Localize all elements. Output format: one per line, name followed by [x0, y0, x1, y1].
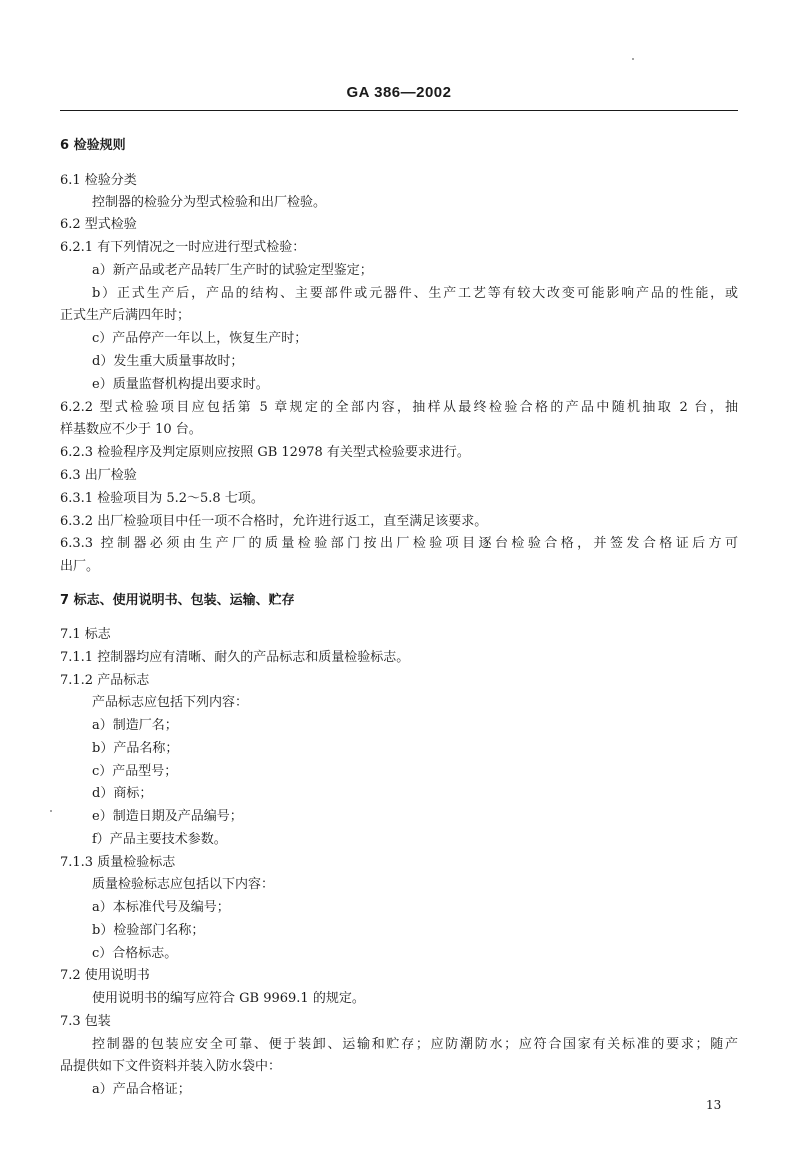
list-item: d）发生重大质量事故时；: [92, 354, 244, 369]
clause-heading: 7.1.3 质量检验标志: [60, 855, 176, 870]
clause-heading: 7.3 包装: [60, 1014, 111, 1029]
list-item: b）正式生产后，产品的结构、主要部件或元器件、生产工艺等有较大改变可能影响产品的性能，或: [92, 286, 738, 301]
paragraph: 使用说明书的编写应符合 GB 9969.1 的规定。: [92, 991, 365, 1006]
list-item: c）产品停产一年以上，恢复生产时；: [92, 331, 308, 346]
list-item: a）制造厂名；: [92, 718, 178, 733]
list-item: a）新产品或老产品转厂生产时的试验定型鉴定；: [92, 263, 373, 278]
section-heading: 7 标志、使用说明书、包装、运输、贮存: [60, 593, 295, 608]
list-item: e）质量监督机构提出要求时。: [92, 377, 269, 392]
clause: 6.2.2 型式检验项目应包括第 5 章规定的全部内容，抽样从最终检验合格的产品中随机抽取 2 台，抽: [60, 400, 738, 415]
scan-speck: [50, 810, 52, 812]
list-item-continuation: 正式生产后满四年时；: [60, 308, 191, 323]
header-rule: [60, 110, 738, 111]
list-item: a）产品合格证；: [92, 1082, 191, 1097]
list-item: b）产品名称；: [92, 741, 179, 756]
clause: 6.2.3 检验程序及判定原则应按照 GB 12978 有关型式检验要求进行。: [60, 445, 470, 460]
clause-heading: 7.1 标志: [60, 627, 111, 642]
clause-continuation: 样基数应不少于 10 台。: [60, 422, 202, 437]
list-item: c）合格标志。: [92, 946, 178, 961]
paragraph: 控制器的检验分为型式检验和出厂检验。: [92, 195, 327, 210]
list-item: e）制造日期及产品编号；: [92, 809, 243, 824]
paragraph: 产品标志应包括下列内容：: [92, 695, 249, 710]
clause-continuation: 出厂。: [60, 559, 100, 574]
scan-speck: [632, 58, 634, 60]
paragraph: 质量检验标志应包括以下内容：: [92, 877, 275, 892]
clause-heading: 7.2 使用说明书: [60, 968, 150, 983]
clause-heading: 6.1 检验分类: [60, 173, 137, 188]
clause: 6.3.3 控制器必须由生产厂的质量检验部门按出厂检验项目逐台检验合格，并签发合格证后方可: [60, 536, 738, 551]
list-item: f）产品主要技术参数。: [92, 832, 227, 847]
clause-heading: 7.1.2 产品标志: [60, 673, 150, 688]
list-item: b）检验部门名称；: [92, 923, 205, 938]
clause: 6.2.1 有下列情况之一时应进行型式检验：: [60, 240, 306, 255]
clause-heading: 6.2 型式检验: [60, 217, 137, 232]
clause: 6.3.1 检验项目为 5.2～5.8 七项。: [60, 491, 264, 506]
section-heading: 6 检验规则: [60, 138, 126, 153]
clause-heading: 6.3 出厂检验: [60, 468, 137, 483]
standard-number: GA 386—2002: [346, 84, 452, 101]
clause: 7.1.1 控制器均应有清晰、耐久的产品标志和质量检验标志。: [60, 650, 410, 665]
paragraph-continuation: 品提供如下文件资料并装入防水袋中：: [60, 1059, 282, 1074]
clause: 6.3.2 出厂检验项目中任一项不合格时，允许进行返工，直至满足该要求。: [60, 514, 488, 529]
list-item: d）商标；: [92, 786, 153, 801]
page-number: 13: [706, 1098, 722, 1112]
paragraph: 控制器的包装应安全可靠、便于装卸、运输和贮存；应防潮防水；应符合国家有关标准的要求；随产: [92, 1037, 738, 1052]
list-item: a）本标准代号及编号；: [92, 900, 230, 915]
list-item: c）产品型号；: [92, 764, 178, 779]
